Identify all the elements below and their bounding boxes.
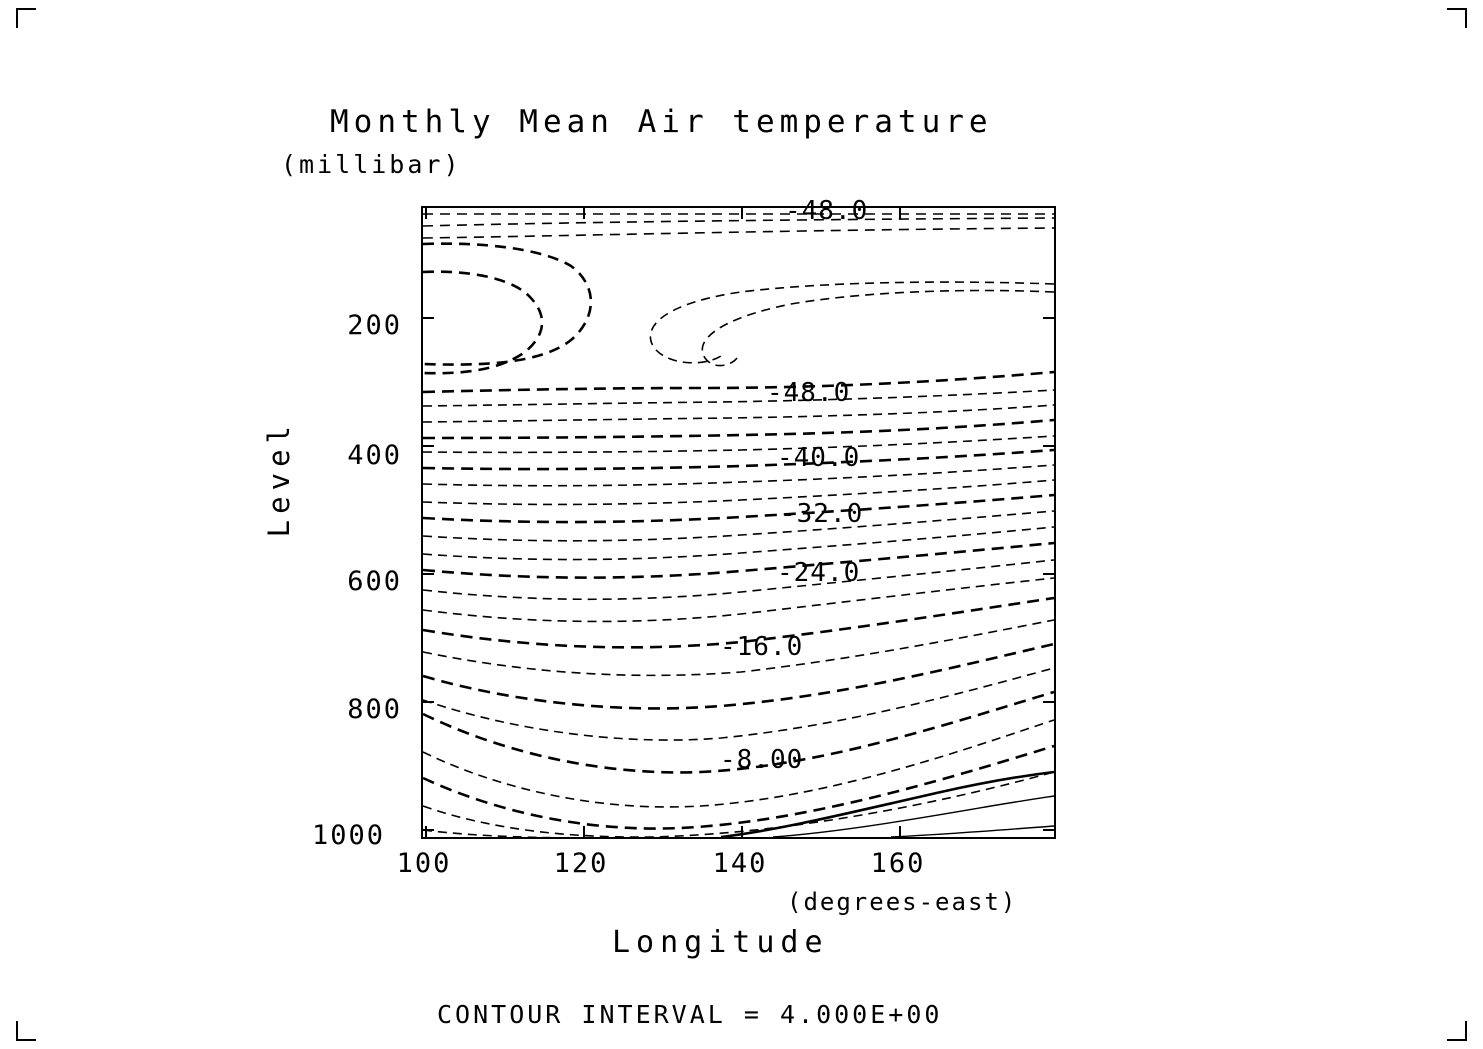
positive-contours xyxy=(721,772,1054,837)
y-tick-200: 200 xyxy=(347,310,402,341)
contour-label-1: -48.0 xyxy=(767,378,851,408)
crop-mark-top-right xyxy=(1447,8,1467,28)
x-axis-title: Longitude xyxy=(612,925,829,960)
chart-title: Monthly Mean Air temperature xyxy=(330,104,993,140)
y-tick-800: 800 xyxy=(347,694,402,725)
contour-label-6: -8.00 xyxy=(720,745,804,775)
contour-label-5: -16.0 xyxy=(720,632,804,662)
axis-ticks xyxy=(422,207,1055,838)
contour-label-4: -24.0 xyxy=(777,558,861,588)
crop-mark-bottom-right xyxy=(1447,1021,1467,1041)
contour-plot xyxy=(421,206,1056,839)
crop-mark-bottom-left xyxy=(16,1021,36,1041)
crop-mark-top-left xyxy=(16,8,36,28)
y-tick-1000: 1000 xyxy=(311,820,385,851)
contour-interval-annotation: CONTOUR INTERVAL = 4.000E+00 xyxy=(437,1000,943,1029)
contour-plot-svg xyxy=(421,206,1056,839)
x-tick-140: 140 xyxy=(712,848,768,879)
y-tick-600: 600 xyxy=(347,566,402,597)
y-axis-unit-label: (millibar) xyxy=(281,150,462,179)
negative-contours xyxy=(423,214,1054,838)
plot-frame xyxy=(422,207,1055,838)
x-axis-unit-label: (degrees-east) xyxy=(787,888,1018,916)
contour-label-0: -48.0 xyxy=(785,196,869,226)
contour-label-3: -32.0 xyxy=(780,499,864,529)
y-axis-title: Level xyxy=(262,420,296,538)
x-tick-100: 100 xyxy=(396,848,452,879)
contour-label-2: -40.0 xyxy=(777,443,861,473)
x-tick-160: 160 xyxy=(870,848,926,879)
x-tick-120: 120 xyxy=(553,848,609,879)
y-tick-400: 400 xyxy=(347,440,402,471)
